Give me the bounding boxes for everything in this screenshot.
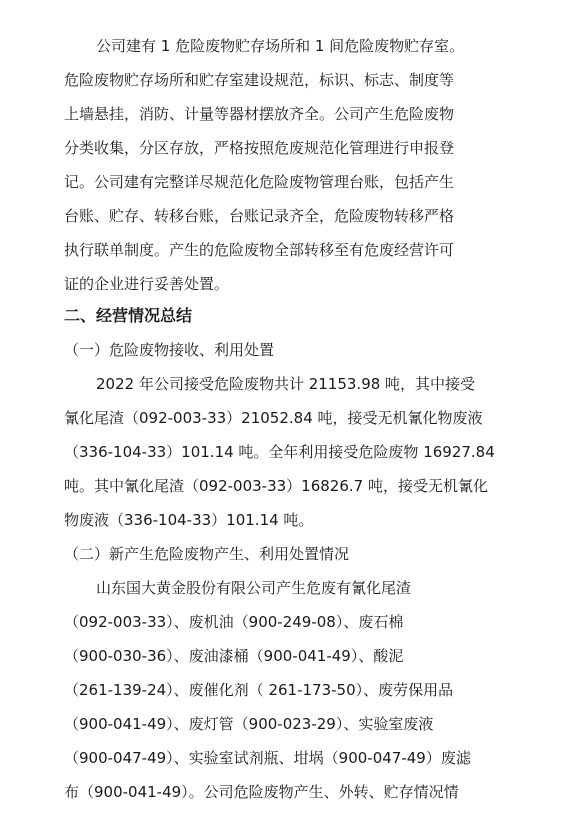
paragraph-line: （336-104-33）101.14 吨。全年利用接受危险废物 16927.84 — [64, 443, 495, 461]
paragraph-line: （900-041-49）、废灯管（900-023-29）、实验室废液 — [64, 715, 434, 733]
paragraph-line: 记。公司建有完整详尽规范化危险废物管理台账，包括产生 — [64, 173, 455, 191]
paragraph-line: 2022 年公司接受危险废物共计 21153.98 吨，其中接受 — [96, 375, 476, 393]
paragraph-line: （900-047-49）、实验室试剂瓶、坩埚（900-047-49）废滤 — [64, 749, 471, 767]
paragraph-line: （092-003-33）、废机油（900-249-08）、废石棉 — [64, 613, 404, 631]
paragraph-line: 台账、贮存、转移台账，台账记录齐全，危险废物转移严格 — [64, 207, 455, 225]
paragraph-line: 山东国大黄金股份有限公司产生危废有氰化尾渣 — [96, 579, 412, 597]
subsection-heading: （二）新产生危险废物产生、利用处置情况 — [64, 545, 350, 563]
paragraph-line: 吨。其中氰化尾渣（092-003-33）16826.7 吨，接受无机氰化 — [64, 477, 488, 495]
paragraph-line: 证的企业进行妥善处置。 — [64, 275, 230, 293]
paragraph-line: （900-030-36）、废油漆桶（900-041-49）、酸泥 — [64, 647, 404, 665]
paragraph-line: （261-139-24）、废催化剂（ 261-173-50）、废劳保用品 — [64, 681, 454, 699]
paragraph-line: 氰化尾渣（092-003-33）21052.84 吨，接受无机氰化物废液 — [64, 409, 483, 427]
section-heading: 二、经营情况总结 — [64, 306, 193, 325]
paragraph-line: 公司建有 1 危险废物贮存场所和 1 间危险废物贮存室。 — [96, 37, 465, 55]
paragraph-line: 危险废物贮存场所和贮存室建设规范，标识、标志、制度等 — [64, 71, 455, 89]
paragraph-line: 上墙悬挂，消防、计量等器材摆放齐全。公司产生危险废物 — [64, 105, 455, 123]
paragraph-line: 分类收集，分区存放，严格按照危废规范化管理进行申报登 — [64, 139, 455, 157]
paragraph-line: 执行联单制度。产生的危险废物全部转移至有危废经营许可 — [64, 241, 455, 259]
paragraph-line: 物废液（336-104-33）101.14 吨。 — [64, 511, 314, 529]
subsection-heading: （一）危险废物接收、利用处置 — [64, 341, 275, 359]
paragraph-line: 布（900-041-49）。公司危险废物产生、外转、贮存情况情 — [64, 783, 459, 801]
